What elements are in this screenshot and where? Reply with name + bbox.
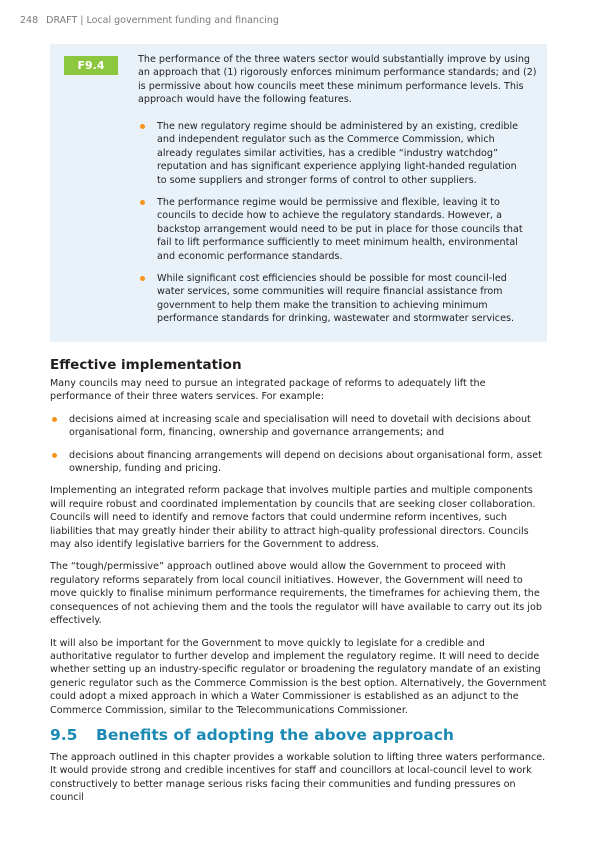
finding-tag: F9.4	[64, 56, 118, 75]
bullet-icon	[140, 200, 145, 205]
effective-implementation-heading: Effective implementation	[50, 357, 242, 373]
finding-point: The performance regime would be permissive and flexible, leaving it to councils to decide how to achieve the regulatory standards. However, a backstop arrangement would need to be put in place for those councils that fail to lift performance sufficiently to meet minimum health, environmental and economic performance standards.	[138, 196, 528, 263]
section-number: 9.5	[50, 725, 78, 744]
section-text: The approach outlined in this chapter provides a workable solution to lifting three waters performance. It would provide strong and credible incentives for staff and councillors at local-council level to work constructively to better manage serious risks facing their communities and funding pressures on council	[50, 751, 546, 804]
main-content	[50, 357, 548, 814]
running-header	[20, 15, 279, 26]
list-item: decisions aimed at increasing scale and specialisation will need to dovetail with decisions about organisational form, financing, ownership and governance arrangements; and	[50, 413, 548, 440]
bullet-icon	[52, 417, 57, 422]
finding-box	[50, 44, 547, 342]
paragraph: The “tough/permissive” approach outlined above would allow the Government to proceed with regulatory reforms separately from local council initiatives. However, the Government will need to move quickly to finalise minimum performance requirements, the timeframes for achieving them, the consequences of not achieving them and the tools the regulator will have available to carry out its job effectively.	[50, 561, 542, 627]
paragraph: Implementing an integrated reform package that involves multiple parties and multiple components will require robust and coordinated implementation by councils that are seeking closer collaboration. Councils will need to identify and remove factors that could undermine reform incentives, such liabilities that may greatly hinder their ability to attract high-quality professional directors. Councils may also identify legislative barriers for the Government to address.	[50, 485, 536, 551]
bullet-icon	[52, 453, 57, 458]
finding-points	[138, 120, 528, 335]
paragraph: It will also be important for the Government to move quickly to legislate for a credible and authoritative regulator to further develop and implement the regulatory regime. It will need to decide whether setting up an industry-specific regulator or broadening the regulatory mandate of an existing generic regulator such as the Commerce Commission is the best option. Alternatively, the Government could adopt a mixed approach in which a Water Commissioner is established as an adjunct to the Commerce Commission, similar to the Telecommunications Commissioner.	[50, 637, 547, 716]
running-title: DRAFT | Local government funding and financing	[46, 15, 279, 26]
effective-intro: Many councils may need to pursue an integrated package of reforms to adequately lift the performance of their three waters services. For example:	[50, 378, 486, 403]
finding-point: The new regulatory regime should be administered by an existing, credible and independent regulator such as the Commerce Commission, which already regulates similar activities, has a credible “industry watchdog” reputation and has significant experience applying light-handed regulation to some suppliers and stronger forms of control to other suppliers.	[138, 120, 528, 187]
finding-intro: The performance of the three waters sector would substantially improve by using an approach that (1) rigorously enforces minimum performance standards; and (2) is permissive about how councils meet these minimum performance levels. This approach would have the following features.	[138, 54, 537, 106]
bullet-icon	[140, 124, 145, 129]
finding-point: While significant cost efficiencies should be possible for most council-led water services, some communities will require financial assistance from government to help them make the transition to achieving minimum performance standards for drinking, wastewater and stormwater services.	[138, 272, 528, 326]
list-item: decisions about financing arrangements will depend on decisions about organisational form, asset ownership, funding and pricing.	[50, 449, 548, 476]
section-heading	[50, 726, 548, 744]
bullet-icon	[140, 276, 145, 281]
section-title: Benefits of adopting the above approach	[96, 725, 454, 744]
page-number: 248	[20, 15, 39, 26]
effective-bullets	[50, 413, 548, 476]
